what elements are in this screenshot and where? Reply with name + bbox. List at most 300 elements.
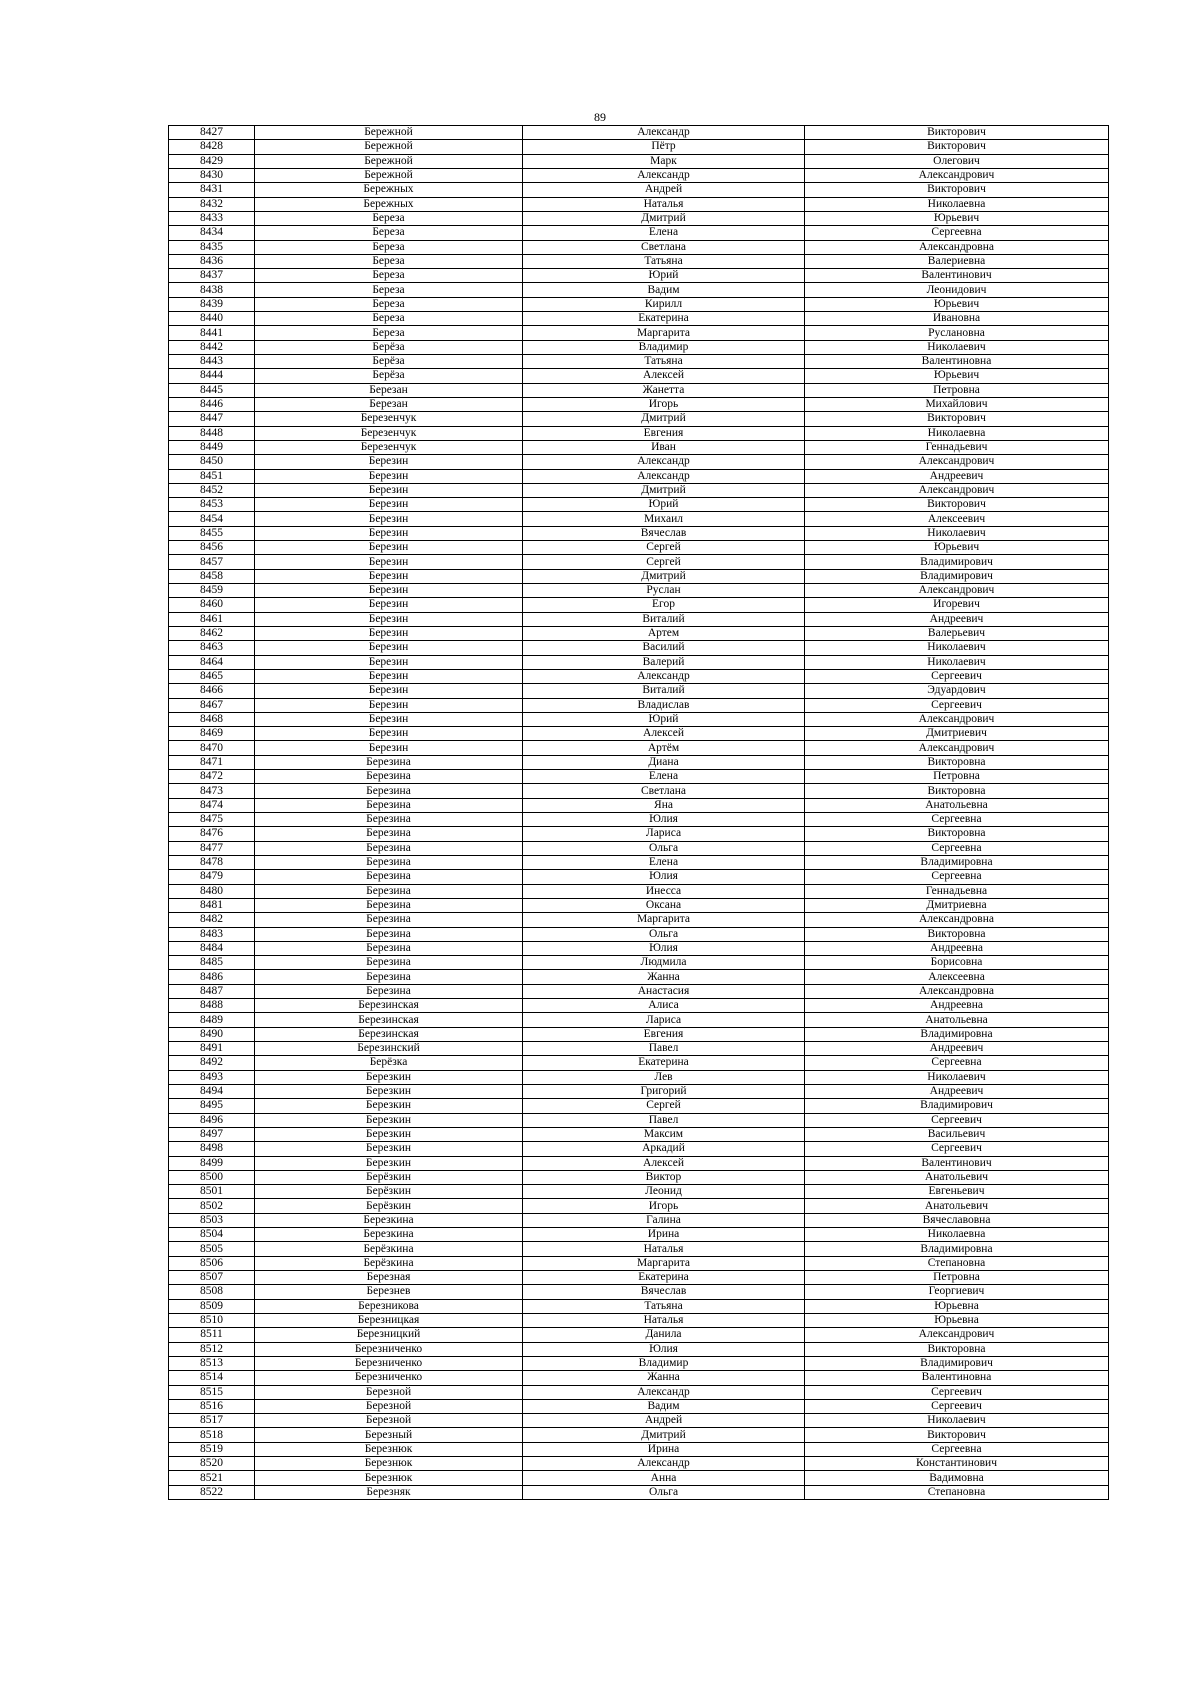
record-number-cell: 8500 (169, 1170, 255, 1184)
table-row (169, 154, 1109, 168)
table-row (169, 140, 1109, 154)
table-row (169, 941, 1109, 955)
surname-cell: Березин (255, 655, 523, 669)
first-name-cell: Андрей (523, 1414, 805, 1428)
table-row (169, 312, 1109, 326)
surname-cell: Березин (255, 669, 523, 683)
first-name-cell: Лариса (523, 1013, 805, 1027)
surname-cell: Березкин (255, 1142, 523, 1156)
first-name-cell: Юлия (523, 813, 805, 827)
page-number: 89 (594, 110, 606, 124)
surname-cell: Березная (255, 1271, 523, 1285)
surname-cell: Березницкий (255, 1328, 523, 1342)
table-row (169, 855, 1109, 869)
record-number-cell: 8509 (169, 1299, 255, 1313)
record-number-cell: 8466 (169, 684, 255, 698)
surname-cell: Березина (255, 870, 523, 884)
patronymic-cell: Леонидович (805, 283, 1109, 297)
record-number-cell: 8457 (169, 555, 255, 569)
patronymic-cell: Викторовна (805, 927, 1109, 941)
patronymic-cell: Андреевна (805, 999, 1109, 1013)
record-number-cell: 8458 (169, 569, 255, 583)
table-row (169, 770, 1109, 784)
table-row (169, 1399, 1109, 1413)
first-name-cell: Дмитрий (523, 569, 805, 583)
record-number-cell: 8490 (169, 1027, 255, 1041)
surname-cell: Бережной (255, 168, 523, 182)
record-number-cell: 8465 (169, 669, 255, 683)
patronymic-cell: Валентинович (805, 1156, 1109, 1170)
record-number-cell: 8477 (169, 841, 255, 855)
surname-cell: Березной (255, 1385, 523, 1399)
patronymic-cell: Андреевич (805, 612, 1109, 626)
record-number-cell: 8470 (169, 741, 255, 755)
table-row (169, 1271, 1109, 1285)
surname-cell: Берёзкина (255, 1242, 523, 1256)
record-number-cell: 8460 (169, 598, 255, 612)
first-name-cell: Евгения (523, 426, 805, 440)
first-name-cell: Александр (523, 1385, 805, 1399)
record-number-cell: 8487 (169, 984, 255, 998)
patronymic-cell: Сергеевич (805, 698, 1109, 712)
record-number-cell: 8499 (169, 1156, 255, 1170)
table-row (169, 483, 1109, 497)
patronymic-cell: Александрович (805, 455, 1109, 469)
patronymic-cell: Владимирович (805, 1099, 1109, 1113)
patronymic-cell: Дмитриевич (805, 727, 1109, 741)
first-name-cell: Павел (523, 1042, 805, 1056)
surname-cell: Березина (255, 941, 523, 955)
record-number-cell: 8469 (169, 727, 255, 741)
first-name-cell: Владимир (523, 340, 805, 354)
record-number-cell: 8485 (169, 956, 255, 970)
patronymic-cell: Олегович (805, 154, 1109, 168)
surname-cell: Березин (255, 483, 523, 497)
first-name-cell: Ирина (523, 1442, 805, 1456)
surname-cell: Березнюк (255, 1457, 523, 1471)
table-row (169, 412, 1109, 426)
patronymic-cell: Александрович (805, 712, 1109, 726)
first-name-cell: Александр (523, 1457, 805, 1471)
patronymic-cell: Сергеевна (805, 226, 1109, 240)
table-row (169, 584, 1109, 598)
patronymic-cell: Александровна (805, 984, 1109, 998)
first-name-cell: Татьяна (523, 1299, 805, 1313)
record-number-cell: 8508 (169, 1285, 255, 1299)
patronymic-cell: Сергеевич (805, 1113, 1109, 1127)
surname-cell: Бережных (255, 183, 523, 197)
patronymic-cell: Дмитриевна (805, 898, 1109, 912)
patronymic-cell: Сергеевна (805, 1442, 1109, 1456)
record-number-cell: 8475 (169, 813, 255, 827)
patronymic-cell: Александрович (805, 741, 1109, 755)
patronymic-cell: Викторовна (805, 827, 1109, 841)
first-name-cell: Кирилл (523, 297, 805, 311)
first-name-cell: Владимир (523, 1356, 805, 1370)
first-name-cell: Игорь (523, 1199, 805, 1213)
table-row (169, 841, 1109, 855)
patronymic-cell: Валентиновна (805, 1371, 1109, 1385)
surname-cell: Березинская (255, 1013, 523, 1027)
first-name-cell: Руслан (523, 584, 805, 598)
patronymic-cell: Николаевич (805, 1070, 1109, 1084)
table-row (169, 1313, 1109, 1327)
surname-cell: Берёза (255, 355, 523, 369)
table-row (169, 211, 1109, 225)
table-row (169, 283, 1109, 297)
record-number-cell: 8484 (169, 941, 255, 955)
patronymic-cell: Владимирович (805, 1356, 1109, 1370)
record-number-cell: 8437 (169, 269, 255, 283)
first-name-cell: Анастасия (523, 984, 805, 998)
first-name-cell: Максим (523, 1127, 805, 1141)
surname-cell: Березниченко (255, 1356, 523, 1370)
patronymic-cell: Николаевич (805, 655, 1109, 669)
patronymic-cell: Александрович (805, 483, 1109, 497)
table-row (169, 455, 1109, 469)
surname-cell: Березный (255, 1428, 523, 1442)
surname-cell: Береза (255, 297, 523, 311)
surname-cell: Березина (255, 898, 523, 912)
patronymic-cell: Викторович (805, 1428, 1109, 1442)
surname-cell: Березенчук (255, 426, 523, 440)
first-name-cell: Наталья (523, 197, 805, 211)
first-name-cell: Алексей (523, 369, 805, 383)
first-name-cell: Оксана (523, 898, 805, 912)
table-row (169, 1070, 1109, 1084)
patronymic-cell: Юрьевич (805, 369, 1109, 383)
record-number-cell: 8501 (169, 1185, 255, 1199)
patronymic-cell: Юрьевна (805, 1313, 1109, 1327)
table-row (169, 569, 1109, 583)
surname-cell: Березин (255, 555, 523, 569)
surname-cell: Березницкая (255, 1313, 523, 1327)
patronymic-cell: Анатольевич (805, 1199, 1109, 1213)
record-number-cell: 8433 (169, 211, 255, 225)
record-number-cell: 8514 (169, 1371, 255, 1385)
table-row (169, 397, 1109, 411)
names-table-container (168, 125, 1108, 1500)
surname-cell: Береза (255, 312, 523, 326)
patronymic-cell: Алексеевна (805, 970, 1109, 984)
record-number-cell: 8517 (169, 1414, 255, 1428)
surname-cell: Берёзкин (255, 1185, 523, 1199)
surname-cell: Березкин (255, 1070, 523, 1084)
table-row (169, 1285, 1109, 1299)
table-row (169, 813, 1109, 827)
surname-cell: Берёзка (255, 1056, 523, 1070)
patronymic-cell: Сергеевич (805, 1385, 1109, 1399)
record-number-cell: 8474 (169, 798, 255, 812)
table-row (169, 956, 1109, 970)
surname-cell: Березин (255, 727, 523, 741)
record-number-cell: 8495 (169, 1099, 255, 1113)
patronymic-cell: Владимировна (805, 855, 1109, 869)
record-number-cell: 8486 (169, 970, 255, 984)
first-name-cell: Алексей (523, 727, 805, 741)
surname-cell: Березниченко (255, 1342, 523, 1356)
patronymic-cell: Владимирович (805, 555, 1109, 569)
surname-cell: Березкина (255, 1228, 523, 1242)
record-number-cell: 8447 (169, 412, 255, 426)
patronymic-cell: Владимировна (805, 1027, 1109, 1041)
record-number-cell: 8456 (169, 541, 255, 555)
surname-cell: Береза (255, 283, 523, 297)
surname-cell: Березин (255, 512, 523, 526)
patronymic-cell: Андреевич (805, 1084, 1109, 1098)
first-name-cell: Юлия (523, 941, 805, 955)
table-row (169, 1328, 1109, 1342)
surname-cell: Березина (255, 855, 523, 869)
record-number-cell: 8516 (169, 1399, 255, 1413)
first-name-cell: Светлана (523, 784, 805, 798)
record-number-cell: 8502 (169, 1199, 255, 1213)
surname-cell: Березин (255, 612, 523, 626)
table-row (169, 168, 1109, 182)
record-number-cell: 8513 (169, 1356, 255, 1370)
record-number-cell: 8478 (169, 855, 255, 869)
patronymic-cell: Эдуардович (805, 684, 1109, 698)
first-name-cell: Татьяна (523, 254, 805, 268)
table-row (169, 469, 1109, 483)
patronymic-cell: Георгиевич (805, 1285, 1109, 1299)
table-row (169, 383, 1109, 397)
patronymic-cell: Степановна (805, 1256, 1109, 1270)
record-number-cell: 8446 (169, 397, 255, 411)
table-row (169, 827, 1109, 841)
surname-cell: Березан (255, 397, 523, 411)
table-row (169, 984, 1109, 998)
surname-cell: Березнюк (255, 1471, 523, 1485)
surname-cell: Берёзкин (255, 1170, 523, 1184)
first-name-cell: Елена (523, 226, 805, 240)
first-name-cell: Жанна (523, 1371, 805, 1385)
first-name-cell: Вячеслав (523, 526, 805, 540)
names-table-body (169, 126, 1109, 1500)
first-name-cell: Пётр (523, 140, 805, 154)
patronymic-cell: Викторович (805, 498, 1109, 512)
patronymic-cell: Николаевич (805, 641, 1109, 655)
record-number-cell: 8451 (169, 469, 255, 483)
first-name-cell: Григорий (523, 1084, 805, 1098)
table-row (169, 526, 1109, 540)
surname-cell: Березин (255, 698, 523, 712)
first-name-cell: Виктор (523, 1170, 805, 1184)
record-number-cell: 8442 (169, 340, 255, 354)
record-number-cell: 8452 (169, 483, 255, 497)
patronymic-cell: Николаевич (805, 1414, 1109, 1428)
surname-cell: Березникова (255, 1299, 523, 1313)
record-number-cell: 8522 (169, 1485, 255, 1499)
table-row (169, 254, 1109, 268)
patronymic-cell: Руслановна (805, 326, 1109, 340)
patronymic-cell: Андреевич (805, 1042, 1109, 1056)
table-row (169, 784, 1109, 798)
table-row (169, 1299, 1109, 1313)
first-name-cell: Юлия (523, 1342, 805, 1356)
table-row (169, 1127, 1109, 1141)
record-number-cell: 8453 (169, 498, 255, 512)
surname-cell: Берёза (255, 340, 523, 354)
table-row (169, 1042, 1109, 1056)
patronymic-cell: Геннадьевич (805, 440, 1109, 454)
record-number-cell: 8443 (169, 355, 255, 369)
surname-cell: Березин (255, 626, 523, 640)
record-number-cell: 8521 (169, 1471, 255, 1485)
patronymic-cell: Сергеевич (805, 1142, 1109, 1156)
patronymic-cell: Михайлович (805, 397, 1109, 411)
surname-cell: Бережной (255, 154, 523, 168)
patronymic-cell: Константинович (805, 1457, 1109, 1471)
record-number-cell: 8515 (169, 1385, 255, 1399)
record-number-cell: 8462 (169, 626, 255, 640)
record-number-cell: 8503 (169, 1213, 255, 1227)
first-name-cell: Александр (523, 669, 805, 683)
record-number-cell: 8450 (169, 455, 255, 469)
patronymic-cell: Вадимовна (805, 1471, 1109, 1485)
surname-cell: Березенчук (255, 440, 523, 454)
surname-cell: Березин (255, 455, 523, 469)
patronymic-cell: Александрович (805, 584, 1109, 598)
table-row (169, 297, 1109, 311)
table-row (169, 226, 1109, 240)
patronymic-cell: Юрьевич (805, 297, 1109, 311)
patronymic-cell: Анатольевна (805, 798, 1109, 812)
first-name-cell: Евгения (523, 1027, 805, 1041)
record-number-cell: 8464 (169, 655, 255, 669)
patronymic-cell: Викторович (805, 140, 1109, 154)
patronymic-cell: Викторовна (805, 784, 1109, 798)
table-row (169, 641, 1109, 655)
record-number-cell: 8455 (169, 526, 255, 540)
table-row (169, 1170, 1109, 1184)
first-name-cell: Артем (523, 626, 805, 640)
surname-cell: Береза (255, 226, 523, 240)
surname-cell: Березин (255, 712, 523, 726)
first-name-cell: Анна (523, 1471, 805, 1485)
surname-cell: Березина (255, 970, 523, 984)
patronymic-cell: Сергеевна (805, 870, 1109, 884)
surname-cell: Березин (255, 569, 523, 583)
patronymic-cell: Николаевич (805, 526, 1109, 540)
surname-cell: Березина (255, 884, 523, 898)
table-row (169, 269, 1109, 283)
table-row (169, 1414, 1109, 1428)
record-number-cell: 8504 (169, 1228, 255, 1242)
first-name-cell: Дмитрий (523, 211, 805, 225)
first-name-cell: Маргарита (523, 1256, 805, 1270)
record-number-cell: 8471 (169, 755, 255, 769)
table-row (169, 1185, 1109, 1199)
first-name-cell: Василий (523, 641, 805, 655)
record-number-cell: 8519 (169, 1442, 255, 1456)
first-name-cell: Вадим (523, 283, 805, 297)
record-number-cell: 8492 (169, 1056, 255, 1070)
surname-cell: Березина (255, 798, 523, 812)
record-number-cell: 8497 (169, 1127, 255, 1141)
patronymic-cell: Викторовна (805, 755, 1109, 769)
patronymic-cell: Викторовна (805, 1342, 1109, 1356)
surname-cell: Березина (255, 956, 523, 970)
surname-cell: Березан (255, 383, 523, 397)
surname-cell: Береза (255, 326, 523, 340)
record-number-cell: 8481 (169, 898, 255, 912)
table-row (169, 1013, 1109, 1027)
surname-cell: Березина (255, 784, 523, 798)
first-name-cell: Елена (523, 770, 805, 784)
record-number-cell: 8473 (169, 784, 255, 798)
table-row (169, 498, 1109, 512)
first-name-cell: Сергей (523, 541, 805, 555)
first-name-cell: Егор (523, 598, 805, 612)
first-name-cell: Людмила (523, 956, 805, 970)
surname-cell: Березниченко (255, 1371, 523, 1385)
first-name-cell: Игорь (523, 397, 805, 411)
surname-cell: Березкина (255, 1213, 523, 1227)
patronymic-cell: Анатольевич (805, 1170, 1109, 1184)
first-name-cell: Дмитрий (523, 1428, 805, 1442)
first-name-cell: Юрий (523, 269, 805, 283)
surname-cell: Бережных (255, 197, 523, 211)
table-row (169, 126, 1109, 140)
table-row (169, 1199, 1109, 1213)
record-number-cell: 8427 (169, 126, 255, 140)
first-name-cell: Дмитрий (523, 483, 805, 497)
table-row (169, 440, 1109, 454)
patronymic-cell: Борисовна (805, 956, 1109, 970)
patronymic-cell: Юрьевич (805, 541, 1109, 555)
table-row (169, 1213, 1109, 1227)
patronymic-cell: Викторович (805, 183, 1109, 197)
table-row (169, 999, 1109, 1013)
surname-cell: Березина (255, 813, 523, 827)
first-name-cell: Галина (523, 1213, 805, 1227)
patronymic-cell: Владимирович (805, 569, 1109, 583)
first-name-cell: Марк (523, 154, 805, 168)
table-row (169, 1256, 1109, 1270)
patronymic-cell: Николаевна (805, 197, 1109, 211)
table-row (169, 698, 1109, 712)
first-name-cell: Инесса (523, 884, 805, 898)
table-row (169, 727, 1109, 741)
table-row (169, 541, 1109, 555)
record-number-cell: 8467 (169, 698, 255, 712)
first-name-cell: Екатерина (523, 1271, 805, 1285)
record-number-cell: 8472 (169, 770, 255, 784)
record-number-cell: 8461 (169, 612, 255, 626)
first-name-cell: Наталья (523, 1242, 805, 1256)
first-name-cell: Ирина (523, 1228, 805, 1242)
first-name-cell: Ольга (523, 1485, 805, 1499)
record-number-cell: 8483 (169, 927, 255, 941)
record-number-cell: 8512 (169, 1342, 255, 1356)
patronymic-cell: Алексеевич (805, 512, 1109, 526)
surname-cell: Березина (255, 841, 523, 855)
surname-cell: Бережной (255, 126, 523, 140)
patronymic-cell: Петровна (805, 383, 1109, 397)
surname-cell: Березенчук (255, 412, 523, 426)
first-name-cell: Ольга (523, 841, 805, 855)
patronymic-cell: Николаевна (805, 426, 1109, 440)
first-name-cell: Андрей (523, 183, 805, 197)
first-name-cell: Дмитрий (523, 412, 805, 426)
table-row (169, 1385, 1109, 1399)
record-number-cell: 8505 (169, 1242, 255, 1256)
table-row (169, 1471, 1109, 1485)
patronymic-cell: Сергеевич (805, 1399, 1109, 1413)
first-name-cell: Лариса (523, 827, 805, 841)
surname-cell: Березкин (255, 1099, 523, 1113)
